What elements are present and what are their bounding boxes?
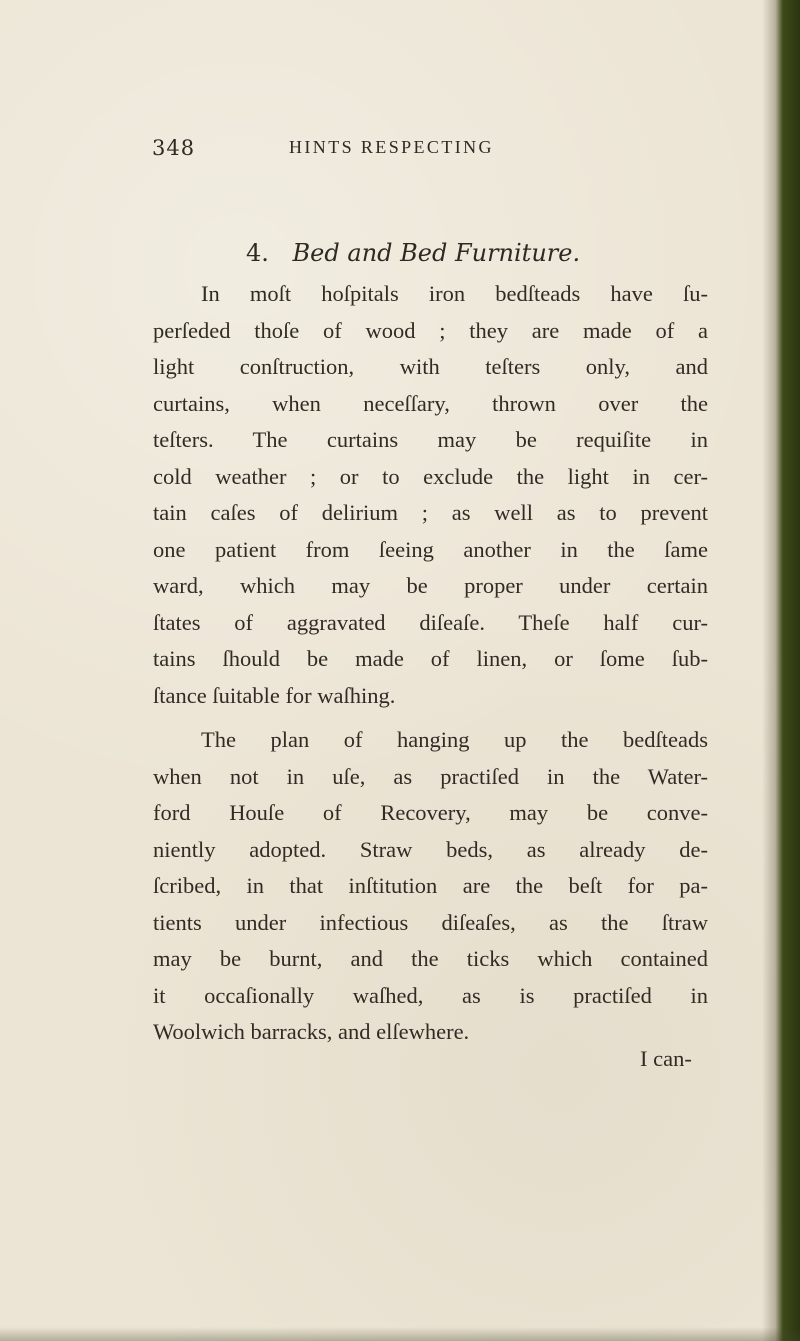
section-heading [246,239,580,267]
paragraph-bedsteads [153,276,708,714]
text-line: one patient from ſeeing another in the ſame [153,536,708,562]
text-line: it occaſionally waſhed, as is practiſed in [153,982,708,1008]
text-line: ford Houſe of Recovery, may be conve- [153,800,708,825]
text-line: tients under infectious diſeaſes, as the ſtraw [153,909,708,935]
section-title: Bed and Bed Furniture. [292,239,581,267]
text-line: ſtates of aggravated diſeaſe. Theſe half cur- [153,609,708,635]
page-bottom-shadow [0,1327,800,1341]
text-line: tains ſhould be made of linen, or ſome ſub- [153,646,708,671]
page-number: 348 [152,136,196,160]
text-line: when not in uſe, as practiſed in the Water- [153,763,708,789]
text-line: ſtance ſuitable for waſhing. [153,682,396,708]
text-line: Woolwich barracks, and elſewhere. [153,1019,470,1044]
text-line: teſters. The curtains may be requiſite in [153,427,708,452]
running-head [152,136,752,166]
text-line: cold weather ; or to exclude the light in cer- [153,463,708,489]
running-title: HINTS RESPECTING [289,137,494,157]
text-line: curtains, when neceſſary, thrown over the [153,390,708,416]
text-line: tain caſes of delirium ; as well as to prevent [153,500,708,525]
text-line: niently adopted. Straw beds, as already de- [153,836,708,862]
text-line: ward, which may be proper under certain [153,573,708,598]
text-line: perſeded thoſe of wood ; they are made of a [153,317,708,343]
page-edge-shadow [762,0,800,1341]
catchword: I can- [640,1046,692,1071]
text-line: ſcribed, in that inſtitution are the beſt for pa- [153,873,708,898]
text-line: In moſt hoſpitals iron bedſteads have ſu- [201,281,708,306]
text-line: The plan of hanging up the bedſteads [201,727,708,752]
paragraph-hanging-bedsteads [153,722,708,1051]
section-number: 4. [246,239,269,267]
text-line: light conſtruction, with teſters only, and [153,354,708,379]
text-line: may be burnt, and the ticks which contained [153,946,708,971]
